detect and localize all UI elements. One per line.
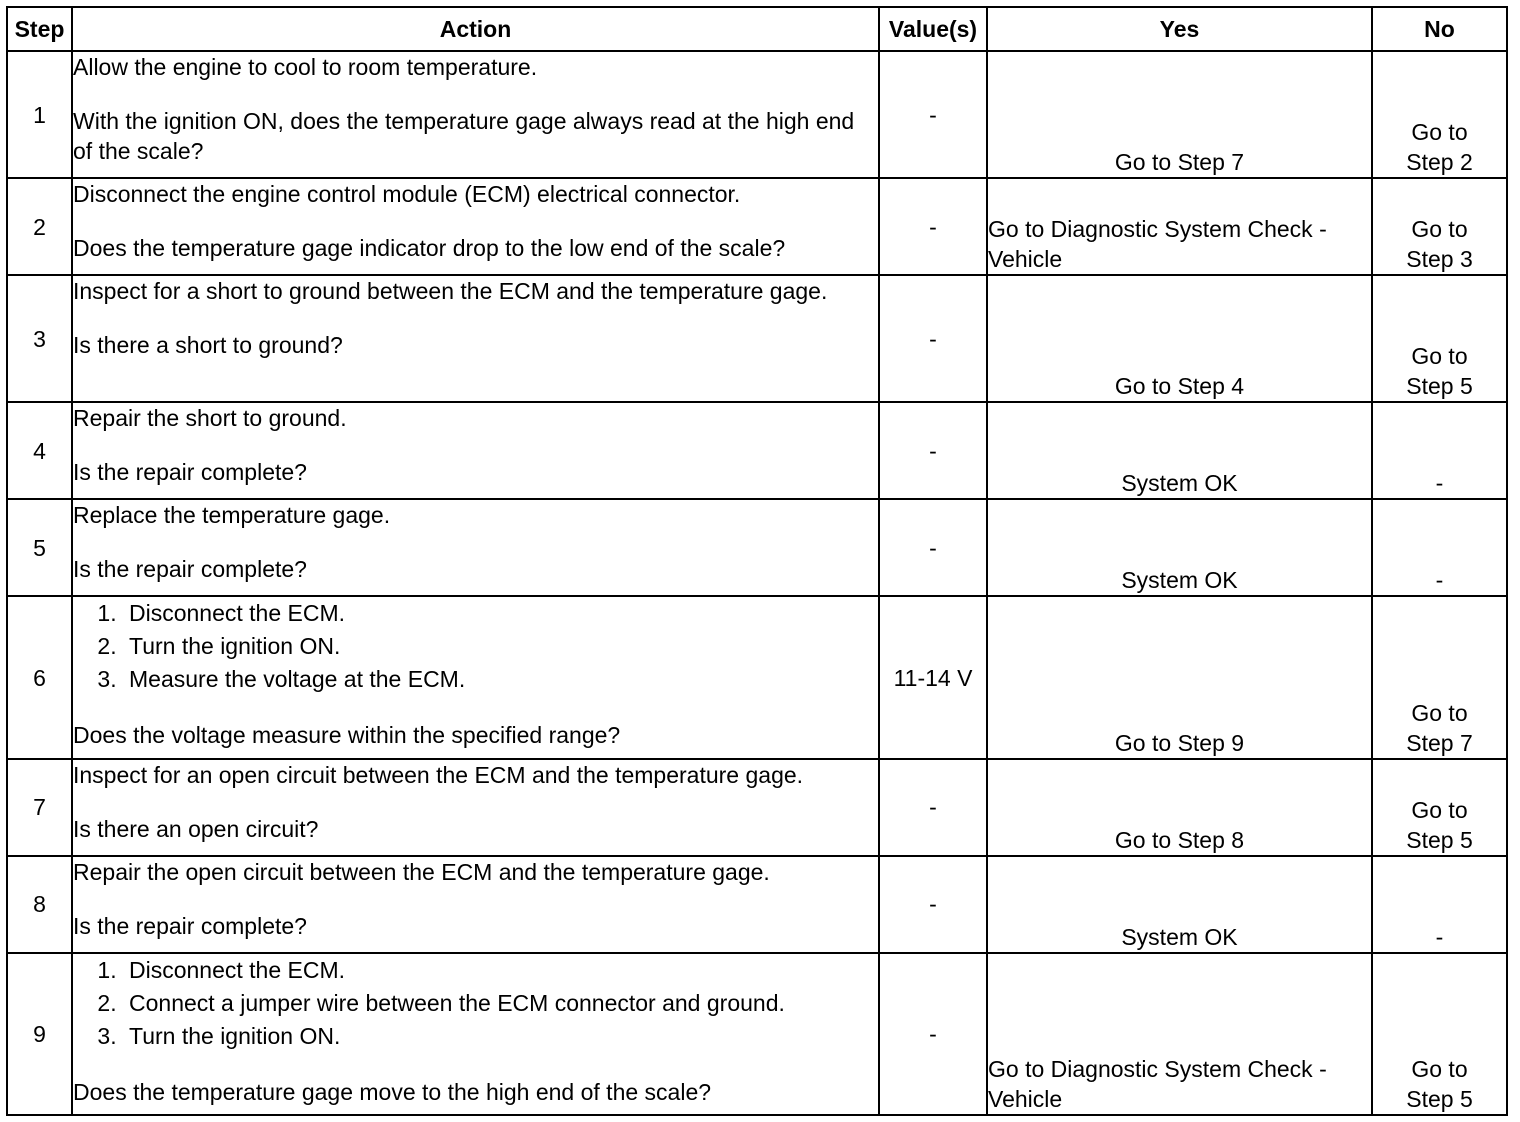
no-cell: [1372, 596, 1507, 758]
action-question: Does the temperature gage move to the high end of the scale?: [73, 1078, 712, 1105]
no-cell: -: [1372, 856, 1507, 953]
table-row: [7, 856, 1507, 953]
value-cell: -: [879, 953, 987, 1115]
header-values: Value(s): [879, 7, 987, 51]
action-steps-list: [73, 954, 878, 1053]
action-cell: [72, 856, 879, 953]
header-yes: Yes: [987, 7, 1372, 51]
yes-text-line2: Vehicle: [988, 1086, 1063, 1112]
no-text-line1: Go to: [1411, 796, 1468, 823]
no-cell: [1372, 178, 1507, 275]
yes-cell: Go to Step 7: [987, 51, 1372, 178]
no-text-line1: Go to: [1411, 1056, 1468, 1082]
action-step-item: 1. Disconnect the ECM.: [123, 597, 878, 630]
action-step-item: 1. Disconnect the ECM.: [123, 954, 878, 987]
action-cell: [72, 759, 879, 856]
no-text-line2: Step 2: [1406, 149, 1473, 176]
step-number: 3: [7, 275, 72, 402]
no-text-line2: Step 7: [1406, 729, 1473, 756]
value-cell: -: [879, 51, 987, 178]
header-step: Step: [7, 7, 72, 51]
yes-cell: Go to Step 9: [987, 596, 1372, 758]
value-cell: -: [879, 402, 987, 499]
yes-text-line2: Vehicle: [988, 246, 1063, 273]
no-text-line1: Go to: [1411, 216, 1468, 243]
step-number: 5: [7, 499, 72, 596]
value-cell: 11-14 V: [879, 596, 987, 758]
action-text: Inspect for an open circuit between the ECM and the temperature gage.: [73, 761, 804, 788]
yes-cell: System OK: [987, 499, 1372, 596]
action-cell: [72, 178, 879, 275]
yes-cell: System OK: [987, 402, 1372, 499]
no-cell: [1372, 51, 1507, 178]
yes-cell: Go to Step 4: [987, 275, 1372, 402]
no-text-line2: Step 3: [1406, 246, 1473, 273]
action-step-item: 3. Measure the voltage at the ECM.: [123, 663, 878, 696]
table-row: [7, 275, 1507, 402]
action-question: With the ignition ON, does the temperature gage always read at the high end of the scale?: [73, 108, 855, 164]
yes-cell: System OK: [987, 856, 1372, 953]
diagnostic-table: [6, 6, 1508, 1116]
step-number: 2: [7, 178, 72, 275]
no-text-line1: Go to: [1411, 343, 1468, 370]
action-question: Does the voltage measure within the specified range?: [73, 722, 621, 749]
action-step-item: 2. Connect a jumper wire between the ECM connector and ground.: [123, 987, 878, 1020]
action-text: Inspect for a short to ground between the ECM and the temperature gage.: [73, 278, 828, 305]
no-text-line2: Step 5: [1406, 373, 1473, 400]
action-cell: [72, 953, 879, 1115]
yes-cell: [987, 953, 1372, 1115]
table-row: [7, 596, 1507, 758]
no-cell: [1372, 759, 1507, 856]
step-number: 9: [7, 953, 72, 1115]
no-text-line2: Step 5: [1406, 826, 1473, 853]
action-text: Allow the engine to cool to room temperature.: [73, 54, 538, 80]
action-question: Is there a short to ground?: [73, 332, 343, 359]
action-question: Is the repair complete?: [73, 556, 307, 583]
action-cell: [72, 499, 879, 596]
step-number: 8: [7, 856, 72, 953]
yes-text-line1: Go to Diagnostic System Check -: [988, 1056, 1327, 1082]
action-question: Is the repair complete?: [73, 459, 307, 486]
value-cell: -: [879, 275, 987, 402]
value-cell: -: [879, 499, 987, 596]
no-cell: -: [1372, 402, 1507, 499]
action-steps-list: [73, 597, 878, 696]
action-cell: [72, 275, 879, 402]
table-row: [7, 402, 1507, 499]
action-text: Repair the open circuit between the ECM and the temperature gage.: [73, 858, 770, 885]
header-action: Action: [72, 7, 879, 51]
table-row: [7, 51, 1507, 178]
table-row: [7, 499, 1507, 596]
action-cell: [72, 51, 879, 178]
step-number: 7: [7, 759, 72, 856]
value-cell: -: [879, 759, 987, 856]
action-step-item: 2. Turn the ignition ON.: [123, 630, 878, 663]
step-number: 1: [7, 51, 72, 178]
step-number: 4: [7, 402, 72, 499]
no-cell: [1372, 953, 1507, 1115]
table-row: [7, 953, 1507, 1115]
value-cell: -: [879, 856, 987, 953]
action-question: Does the temperature gage indicator drop to the low end of the scale?: [73, 235, 786, 262]
table-row: [7, 178, 1507, 275]
step-number: 6: [7, 596, 72, 758]
action-text: Replace the temperature gage.: [73, 502, 391, 529]
no-text-line1: Go to: [1411, 119, 1468, 146]
action-text: Repair the short to ground.: [73, 405, 347, 432]
yes-cell: [987, 178, 1372, 275]
no-cell: -: [1372, 499, 1507, 596]
action-question: Is the repair complete?: [73, 912, 307, 939]
yes-cell: Go to Step 8: [987, 759, 1372, 856]
no-text-line2: Step 5: [1406, 1086, 1473, 1112]
action-cell: [72, 402, 879, 499]
no-text-line1: Go to: [1411, 699, 1468, 726]
table-row: [7, 759, 1507, 856]
action-cell: [72, 596, 879, 758]
yes-text-line1: Go to Diagnostic System Check -: [988, 216, 1327, 243]
value-cell: -: [879, 178, 987, 275]
action-step-item: 3. Turn the ignition ON.: [123, 1020, 878, 1053]
action-question: Is there an open circuit?: [73, 815, 319, 842]
header-row: [7, 7, 1507, 51]
header-no: No: [1372, 7, 1507, 51]
no-cell: [1372, 275, 1507, 402]
action-text: Disconnect the engine control module (ECM) electrical connector.: [73, 181, 741, 208]
